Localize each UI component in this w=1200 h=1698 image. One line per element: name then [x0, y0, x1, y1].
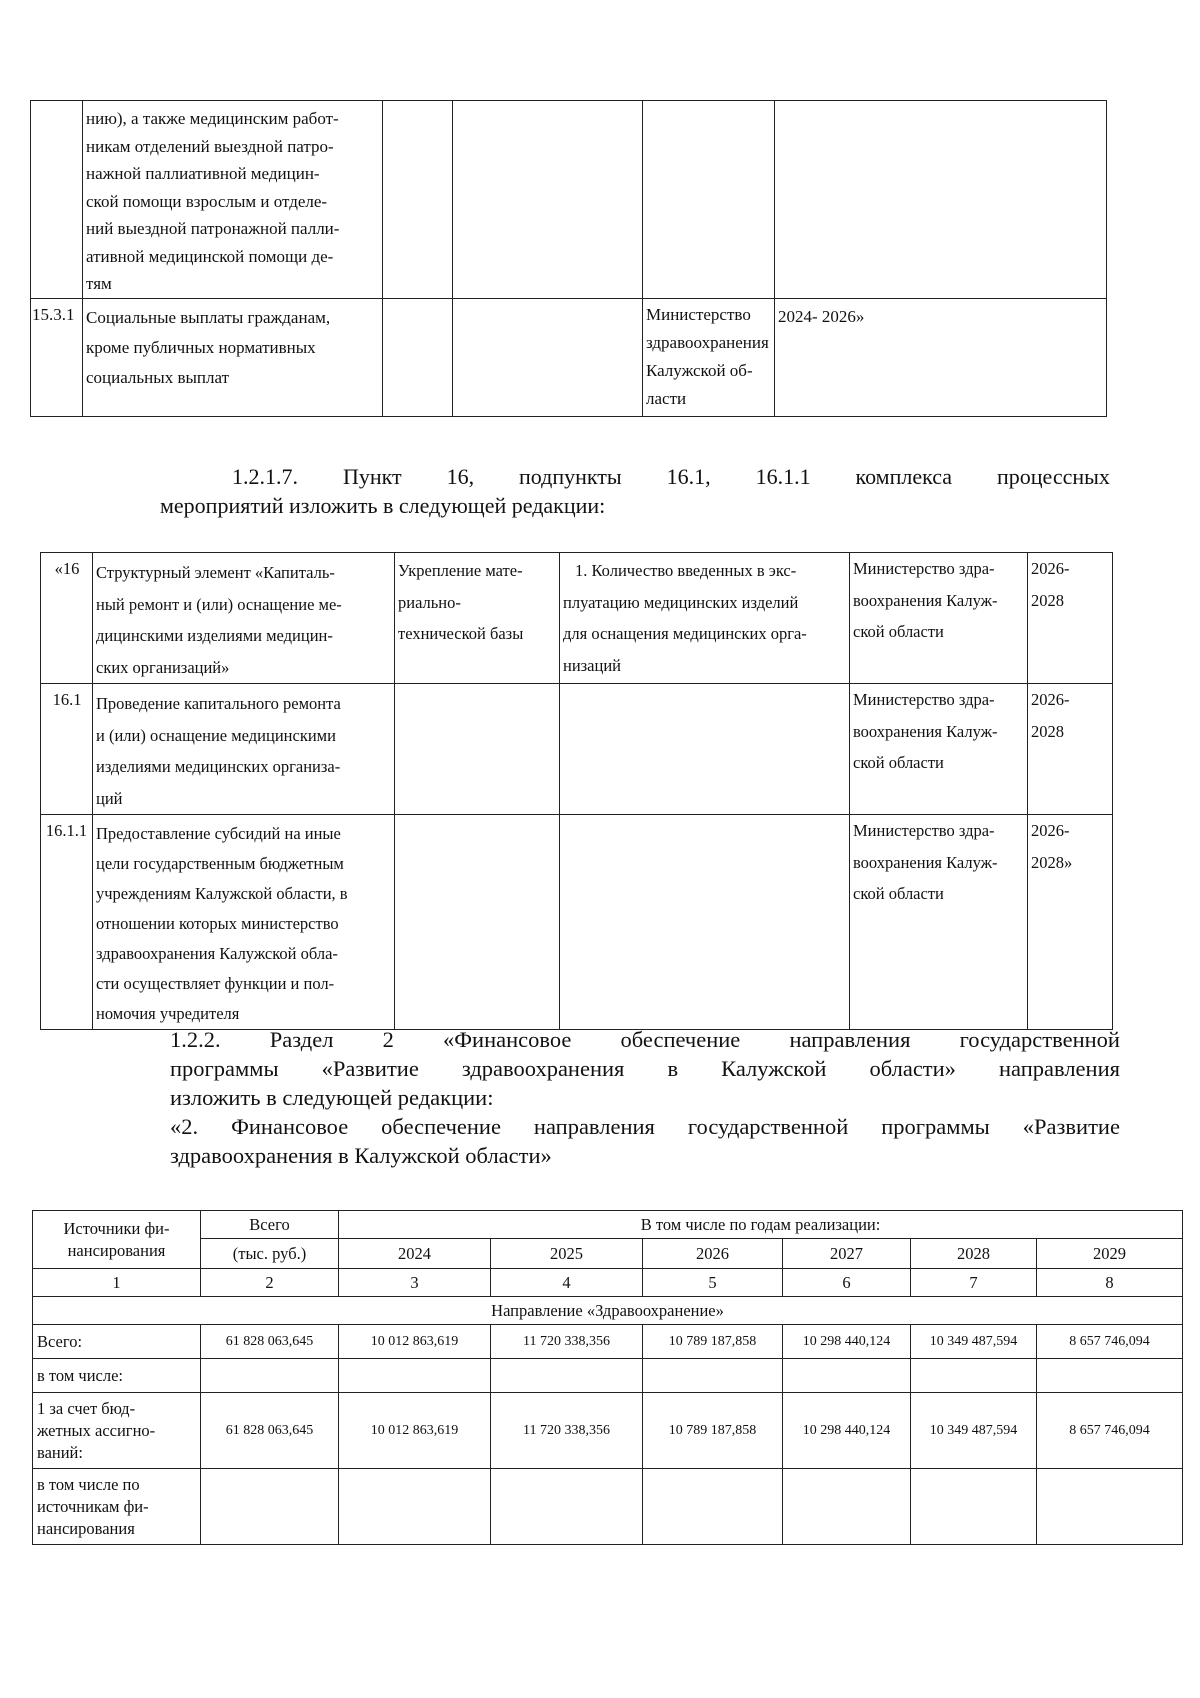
indicator: 1. Количество введенных в экс- плуатацию медицинских изделий для оснащения медицинских орга- низаций	[560, 553, 850, 684]
header-year: 2026	[643, 1239, 783, 1269]
activity-name: Структурный элемент «Капиталь- ный ремонт и (или) оснащение ме- дицинскими изделиями медицин- ских организаций»	[93, 553, 395, 684]
period: 2026- 2028	[1028, 684, 1113, 815]
period: 2026- 2028	[1028, 553, 1113, 684]
executor: Министерство здра- воохранения Калуж- ской области	[850, 684, 1028, 815]
section-row	[33, 1297, 1183, 1325]
table-row	[41, 553, 1113, 684]
table-row: Всего: 61 828 063,645 10 012 863,619 11 720 338,356 10 789 187,858 10 298 440,124 10 349 487,594 8 657 746,094	[33, 1325, 1183, 1359]
table-row	[31, 298, 1107, 416]
activity-name: Проведение капитального ремонта и (или) оснащение медицинскими изделиями медицинских организа- ций	[93, 684, 395, 815]
row-number: 16.1.1	[41, 815, 93, 1030]
table-row: в том числе:	[33, 1359, 1183, 1393]
task: Укрепление мате- риально- технической базы	[395, 553, 560, 684]
header-source: Источники фи- нансирования	[33, 1211, 201, 1269]
table-row	[41, 815, 1113, 1030]
header-total: Всего	[201, 1211, 339, 1239]
header-year: 2024	[339, 1239, 491, 1269]
column-number-row: 1 2 3 4 5 6 7 8	[33, 1269, 1183, 1297]
executor: Министерство здра- воохранения Калуж- ской области	[850, 815, 1028, 1030]
amendment-paragraph-1: 1.2.1.7. Пункт 16, подпункты 16.1, 16.1.1 комплекса процессных мероприятий изложить в следующей редакции:	[160, 464, 1110, 518]
row-number: «16	[41, 553, 93, 684]
table-row: 1 за счет бюд- жетных ассигно- ваний: 61 828 063,645 10 012 863,619 11 720 338,356 10 789 187,858 10 298 440,124 10 349 487,594 8 657 746,094	[33, 1393, 1183, 1469]
row-number: 15.3.1	[31, 298, 83, 416]
activities-table-continued	[30, 100, 1107, 417]
executor: Министерство здравоохранения Калужской об- ласти	[643, 298, 775, 416]
header-year: 2027	[783, 1239, 911, 1269]
header-total-unit: (тыс. руб.)	[201, 1239, 339, 1269]
table-header-row	[33, 1211, 1183, 1239]
activity-name: Социальные выплаты гражданам, кроме публичных нормативных социальных выплат	[83, 298, 383, 416]
amendment-paragraph-2: 1.2.2. Раздел 2 «Финансовое обеспечение направления государственной программы «Развитие здравоохранения в Калужской области» направления изложить в следующей редакции: «2. Финансовое обеспечение направления государственной программы «Развитие здравоохранения в Калужской области»	[170, 1027, 1120, 1168]
header-year: 2025	[491, 1239, 643, 1269]
row-number: 16.1	[41, 684, 93, 815]
header-year: 2029	[1037, 1239, 1183, 1269]
table-row	[31, 101, 1107, 299]
section-title: Направление «Здравоохранение»	[33, 1297, 1183, 1325]
period: 2024- 2026»	[775, 298, 1107, 416]
activity-name: нию), а также медицинским работ- никам отделений выездной патро- нажной паллиативной медицин- ской помощи взрослым и отделе- ний выездной патронажной палли- ативной медицинской помощи де- тям	[83, 101, 383, 299]
row-number	[31, 101, 83, 299]
period: 2026- 2028»	[1028, 815, 1113, 1030]
header-years-caption: В том числе по годам реализации:	[339, 1211, 1183, 1239]
table-header-row	[33, 1239, 1183, 1269]
activities-table-item-16	[40, 552, 1113, 1030]
table-row: в том числе по источникам фи- нансирования	[33, 1469, 1183, 1545]
executor: Министерство здра- воохранения Калуж- ской области	[850, 553, 1028, 684]
header-year: 2028	[911, 1239, 1037, 1269]
activity-name: Предоставление субсидий на иные цели государственным бюджетным учреждениям Калужской области, в отношении которых министерство здравоохранения Калужской обла- сти осуществляет функции и пол- номочия учредителя	[93, 815, 395, 1030]
table-row	[41, 684, 1113, 815]
financing-table	[32, 1210, 1183, 1545]
